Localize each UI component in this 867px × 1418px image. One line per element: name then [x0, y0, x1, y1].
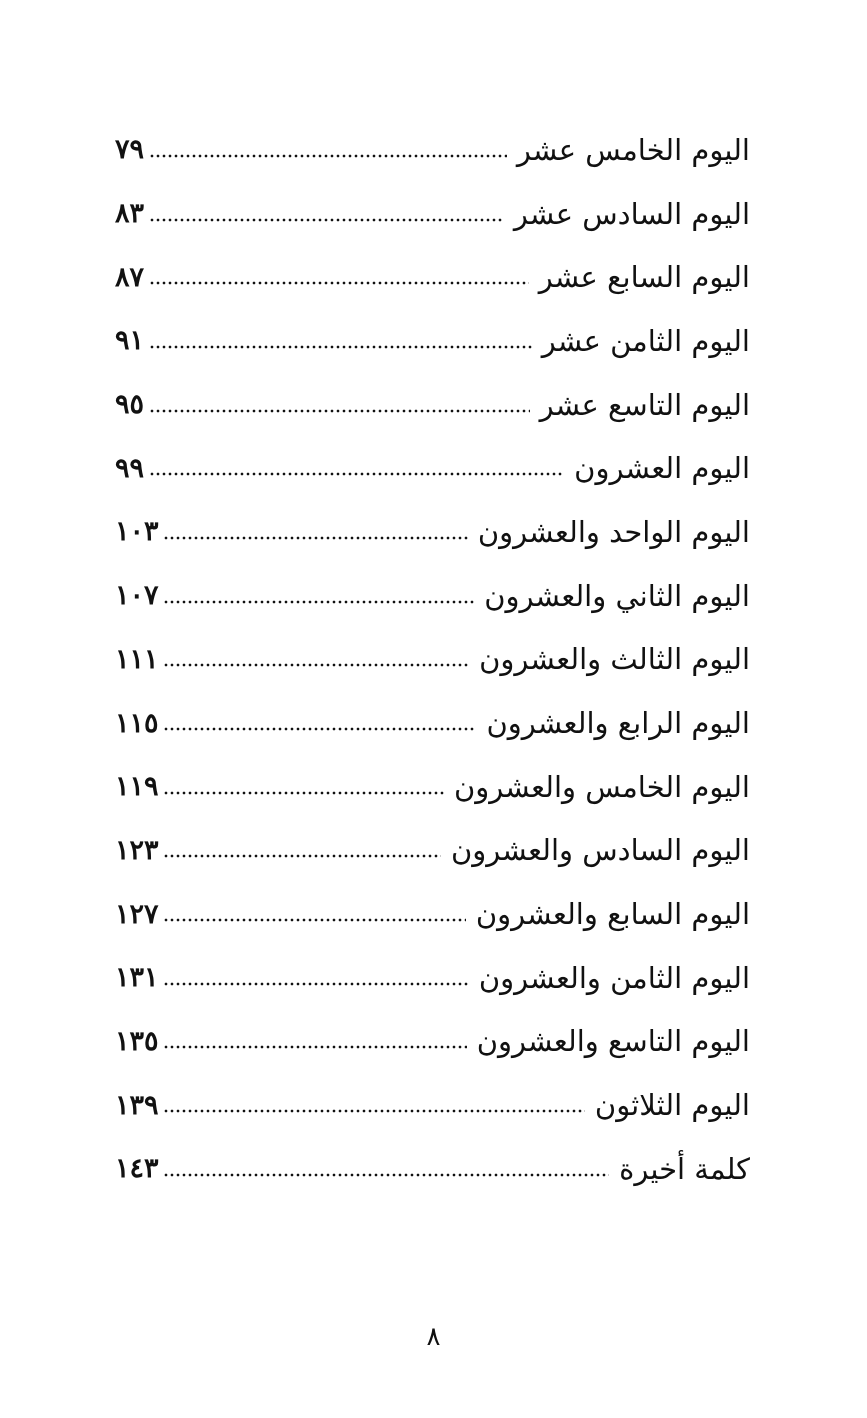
toc-entry-page: ٩٩: [115, 452, 145, 484]
toc-entry-title: اليوم الواحد والعشرون: [477, 514, 750, 549]
toc-entry-title: اليوم الخامس والعشرون: [453, 769, 750, 804]
toc-entry-title: اليوم السادس عشر: [513, 196, 750, 231]
toc-entry: [115, 882, 750, 946]
dot-leader: [163, 979, 469, 989]
toc-entry-title: اليوم التاسع والعشرون: [476, 1024, 750, 1059]
toc-entry-title: اليوم الخامس عشر: [516, 132, 750, 167]
dot-leader: [149, 278, 529, 288]
dot-leader: [149, 406, 530, 416]
toc-entry: [115, 118, 750, 182]
toc-entry: [115, 182, 750, 246]
toc-entry-page: ١١١: [115, 643, 159, 675]
toc-entry: [115, 691, 750, 755]
dot-leader: [163, 724, 477, 734]
dot-leader: [163, 660, 470, 670]
toc-entry-title: اليوم الرابع والعشرون: [486, 706, 750, 741]
toc-entry-page: ٨٣: [115, 198, 145, 230]
toc-entry-page: ١٣٩: [115, 1089, 159, 1121]
toc-entry: [115, 309, 750, 373]
toc-entry-page: ١٠٣: [115, 516, 159, 548]
toc-entry: [115, 245, 750, 309]
toc-entry-page: ٩٥: [115, 389, 145, 421]
toc-entry-page: ١٢٣: [115, 834, 159, 866]
toc-entry: [115, 564, 750, 628]
dot-leader: [163, 1170, 610, 1180]
dot-leader: [149, 469, 564, 479]
toc-entry-page: ٩١: [115, 325, 145, 357]
toc-entry-page: ١١٩: [115, 771, 159, 803]
toc-entry-page: ١٠٧: [115, 580, 159, 612]
table-of-contents: [115, 118, 750, 1201]
toc-entry-page: ١٢٧: [115, 898, 159, 930]
toc-entry: [115, 1010, 750, 1074]
toc-entry-title: اليوم الثامن عشر: [541, 323, 750, 358]
toc-entry: [115, 373, 750, 437]
toc-entry-title: اليوم الثلاثون: [594, 1088, 750, 1123]
toc-entry-page: ١١٥: [115, 707, 159, 739]
toc-entry-title: كلمة أخيرة: [619, 1151, 750, 1186]
toc-entry: [115, 819, 750, 883]
toc-entry: [115, 436, 750, 500]
toc-entry-title: اليوم الثامن والعشرون: [478, 960, 750, 995]
dot-leader: [163, 851, 441, 861]
toc-entry-page: ٨٧: [115, 261, 145, 293]
toc-entry-page: ٧٩: [115, 134, 145, 166]
toc-entry-page: ١٤٣: [115, 1153, 159, 1185]
toc-entry-page: ١٣١: [115, 962, 159, 994]
toc-entry-title: اليوم التاسع عشر: [539, 387, 750, 422]
toc-entry: [115, 628, 750, 692]
toc-entry-title: اليوم السابع والعشرون: [475, 897, 750, 932]
dot-leader: [163, 597, 475, 607]
toc-entry: [115, 1137, 750, 1201]
dot-leader: [149, 151, 507, 161]
toc-entry: [115, 500, 750, 564]
toc-entry: [115, 755, 750, 819]
dot-leader: [149, 342, 532, 352]
toc-entry-title: اليوم الثالث والعشرون: [479, 642, 750, 677]
page-number: ٨: [426, 1322, 441, 1352]
dot-leader: [163, 1042, 467, 1052]
toc-entry: [115, 1073, 750, 1137]
toc-entry-title: اليوم العشرون: [574, 451, 750, 486]
dot-leader: [163, 788, 444, 798]
toc-entry-title: اليوم الثاني والعشرون: [484, 578, 750, 613]
toc-entry-title: اليوم السادس والعشرون: [451, 833, 750, 868]
toc-entry-page: ١٣٥: [115, 1025, 159, 1057]
dot-leader: [163, 1106, 585, 1116]
toc-entry: [115, 946, 750, 1010]
dot-leader: [163, 533, 468, 543]
toc-entry-title: اليوم السابع عشر: [538, 260, 750, 295]
dot-leader: [163, 915, 466, 925]
dot-leader: [149, 215, 504, 225]
